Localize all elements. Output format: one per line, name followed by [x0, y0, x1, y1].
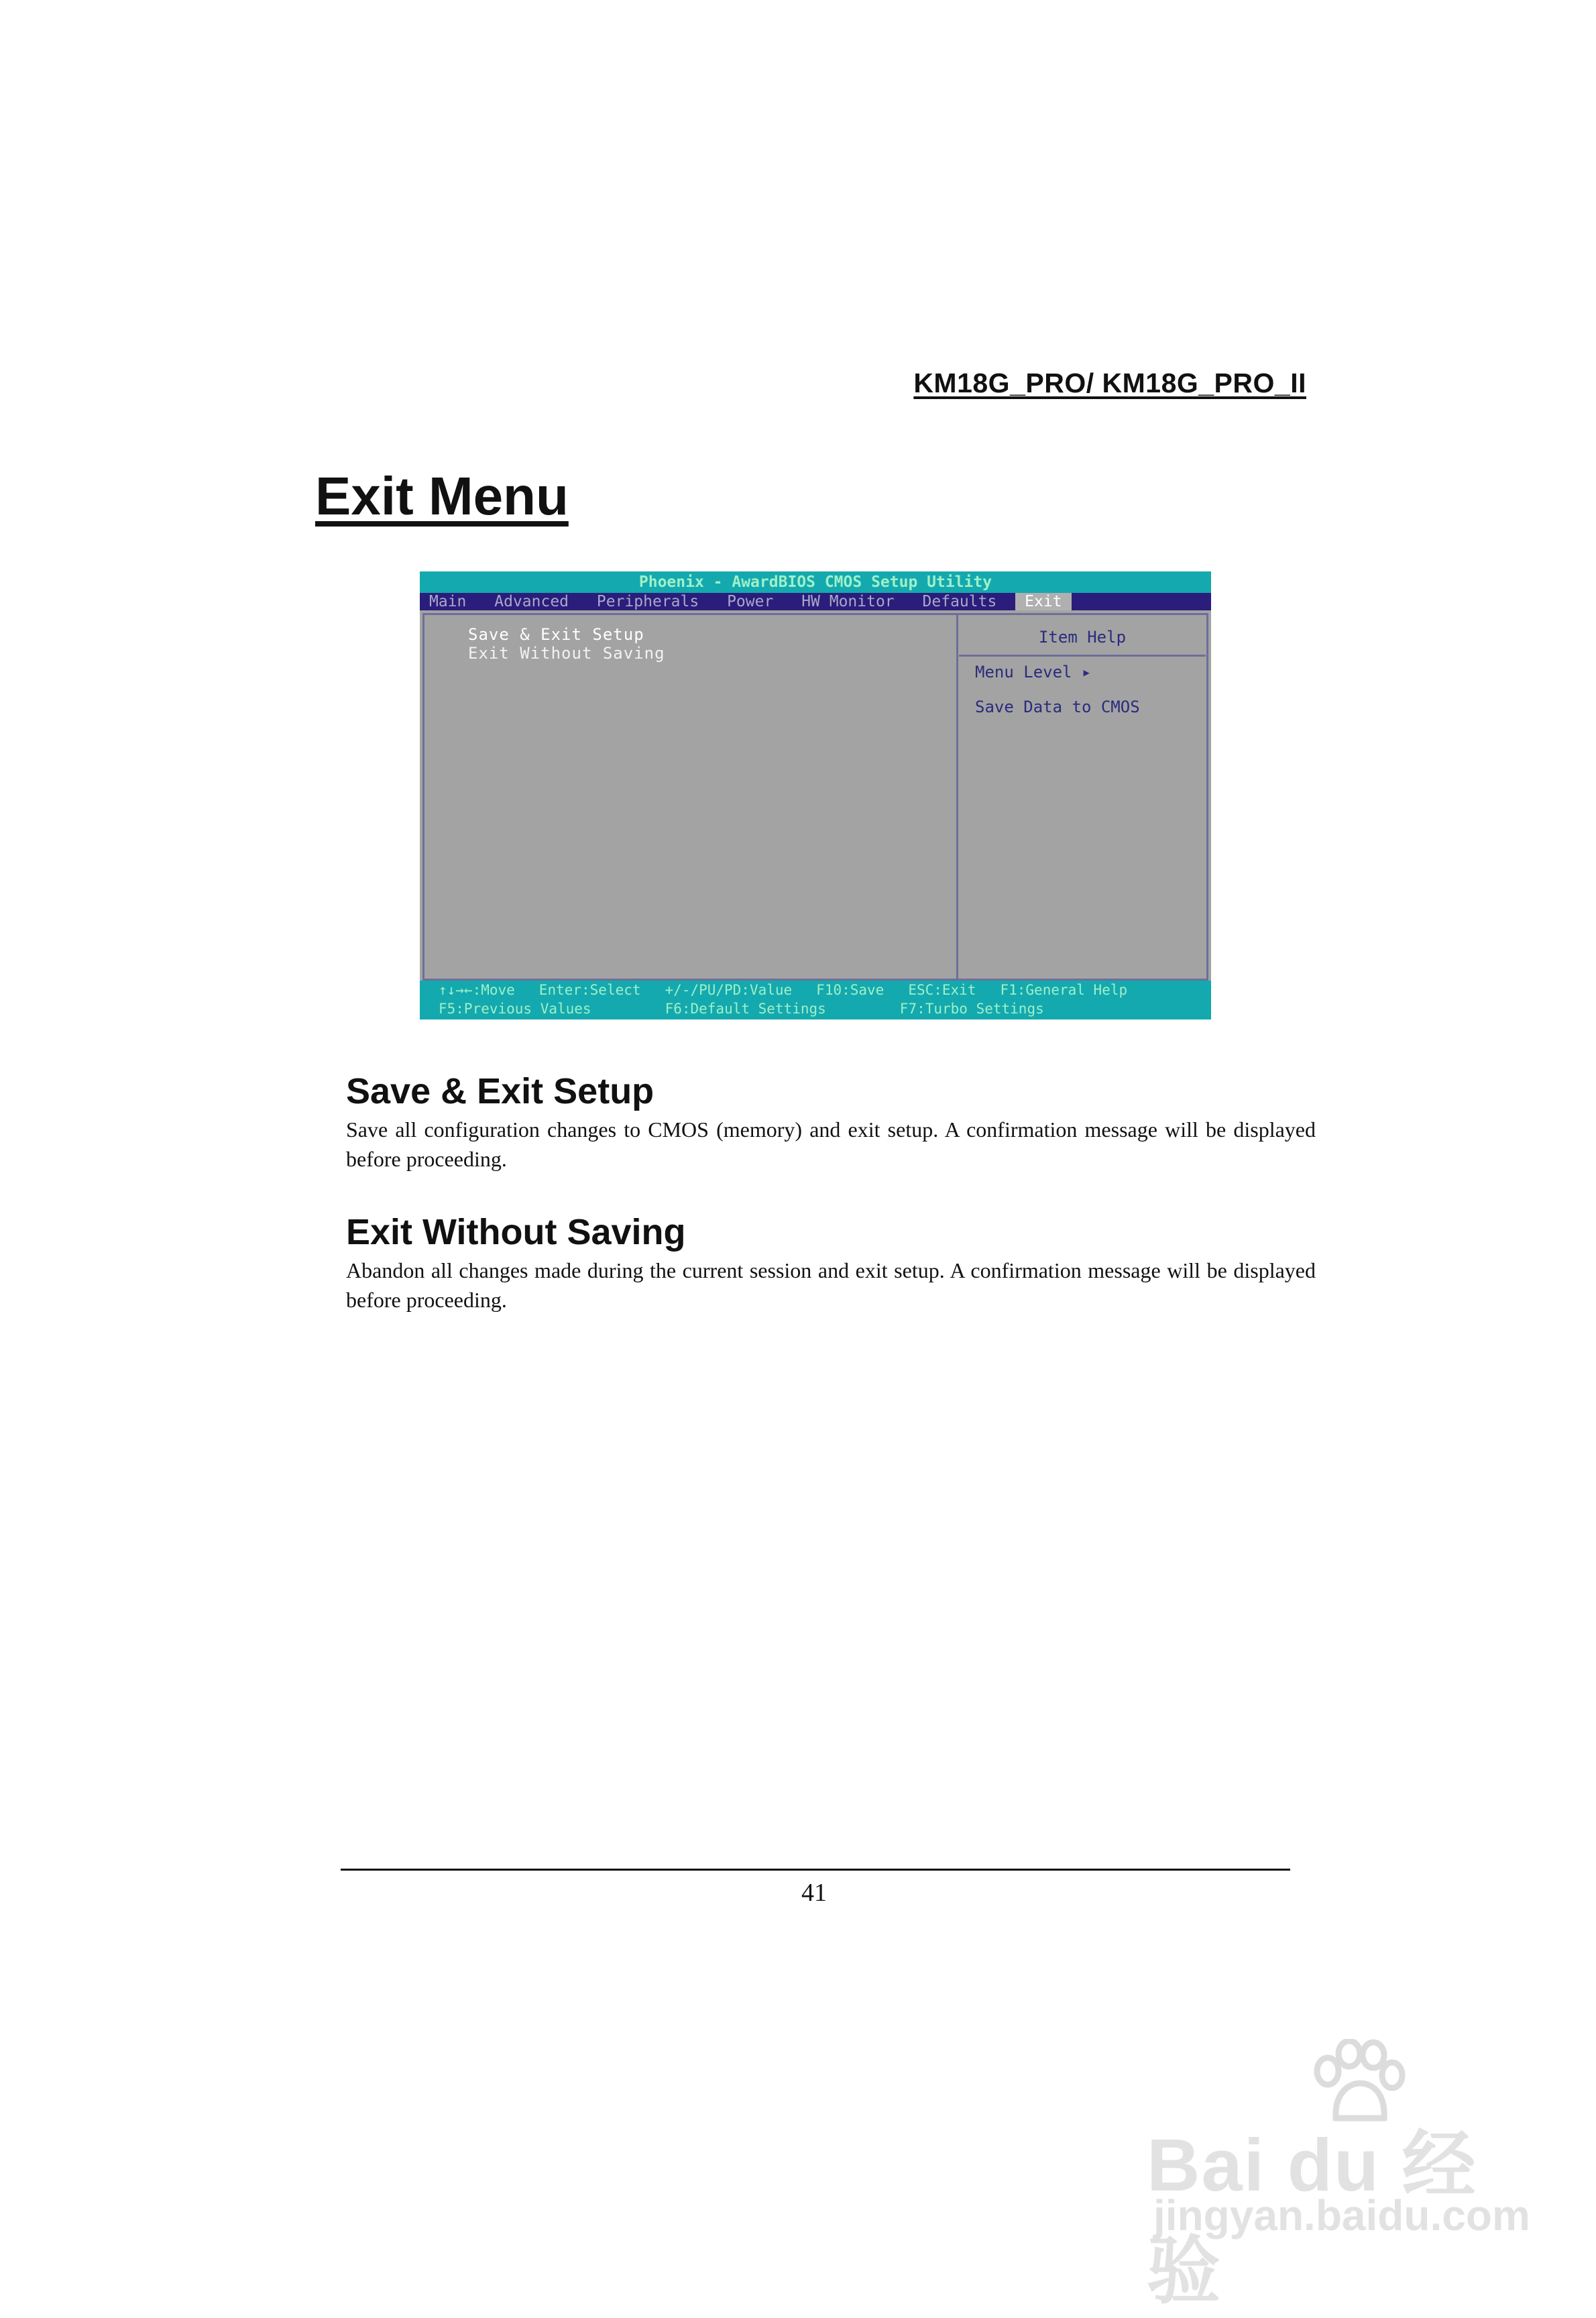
key-value: +/-/PU/PD:Value — [665, 982, 793, 998]
bios-screenshot — [420, 571, 1211, 1019]
key-move: ↑↓→←:Move — [439, 982, 515, 998]
bios-item-help-heading: Item Help — [959, 625, 1206, 657]
key-exit: ESC:Exit — [908, 982, 976, 998]
watermark-brand: Bai du 经验 — [1147, 2124, 1477, 2313]
section-body-save-exit: Save all configuration changes to CMOS (memory) and exit setup. A confirmation message will be displayed before proceeding. — [346, 1117, 1316, 1171]
bios-item-list — [468, 625, 665, 663]
bios-key-legend-row — [439, 981, 1211, 999]
page-number: 41 — [801, 1879, 827, 1907]
bios-tab-defaults[interactable]: Defaults — [922, 593, 997, 610]
bios-item-exit-without-saving[interactable]: Exit Without Saving — [468, 644, 665, 663]
bios-title-bar: Phoenix - AwardBIOS CMOS Setup Utility — [420, 571, 1211, 593]
bios-help-menu-level: Menu Level ▸ — [975, 663, 1092, 681]
bios-menu-bar — [420, 593, 1211, 610]
footer-rule — [341, 1869, 1290, 1871]
key-save: F10:Save — [816, 982, 885, 998]
key-select: Enter:Select — [538, 982, 641, 998]
section-heading-exit-without-saving: Exit Without Saving — [346, 1212, 686, 1252]
bios-tab-peripherals[interactable]: Peripherals — [596, 593, 699, 610]
document-header: KM18G_PRO/ KM18G_PRO_II — [913, 368, 1306, 398]
bios-tab-exit[interactable]: Exit — [1015, 593, 1071, 610]
bios-tab-power[interactable]: Power — [727, 593, 774, 610]
key-default-settings: F6:Default Settings — [665, 1001, 826, 1017]
bios-key-legend — [420, 981, 1211, 1019]
bios-tab-main[interactable]: Main — [429, 593, 467, 610]
key-previous-values: F5:Previous Values — [439, 1001, 591, 1017]
baidu-watermark — [1147, 2039, 1530, 2313]
key-turbo-settings: F7:Turbo Settings — [899, 1001, 1044, 1017]
bios-help-description: Save Data to CMOS — [975, 698, 1140, 716]
watermark-url: jingyan.baidu.com — [1153, 2191, 1530, 2240]
bios-item-save-exit[interactable]: Save & Exit Setup — [468, 625, 644, 644]
bios-key-legend-row — [439, 999, 1211, 1018]
key-general-help: F1:General Help — [1000, 982, 1128, 998]
page-title: Exit Menu — [315, 466, 569, 526]
section-body-exit-without-saving: Abandon all changes made during the current session and exit setup. A confirmation message will be displayed before proceeding. — [346, 1258, 1316, 1312]
bios-divider — [956, 613, 958, 981]
bios-tab-hw-monitor[interactable]: HW Monitor — [801, 593, 895, 610]
bios-tab-advanced[interactable]: Advanced — [494, 593, 569, 610]
section-heading-save-exit: Save & Exit Setup — [346, 1071, 654, 1111]
